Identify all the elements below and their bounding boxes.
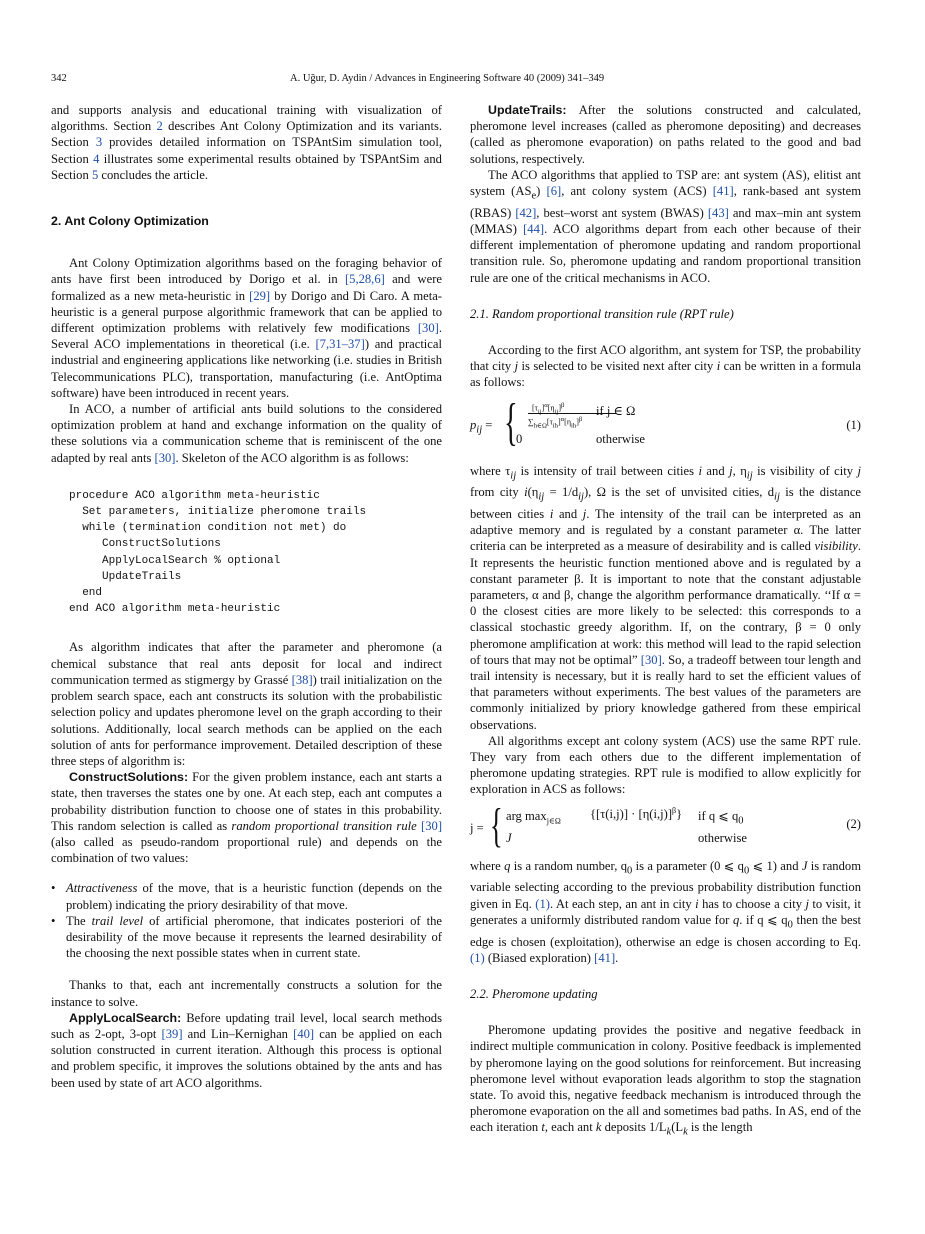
citation-link[interactable]: [30]: [154, 450, 176, 465]
intro-paragraph: and supports analysis and educational training with visualization of algorithms. Section 2 describes Ant Colony Optimization and its variants. Section 3 provides detailed information on TSPAntSim simulation tool, Section 4 illustrates some experimental results obtained by TSPAntSim and Section 5 concludes the article.: [51, 103, 443, 182]
left-brace: {: [490, 798, 503, 852]
section-link[interactable]: 2: [156, 119, 163, 134]
citation-link[interactable]: [6]: [546, 184, 562, 199]
left-column: [51, 102, 442, 1091]
left-brace: {: [504, 393, 518, 451]
paragraph: where q is a random number, $q_0$ is a parameter (0 ⩽ $q_0$ ⩽ 1) and J is random variable selecting according to the previous probability distribution function given in Eq. (1). At each step, an ant in city i has to choose a city j to visit, it generates a uniformly distributed random value for q. if q ⩽ $q_0$ then the best edge is chosen (exploitation), otherwise an edge is chosen according to Eq. (1) (Biased exploration) [41].: [470, 858, 861, 965]
code-line: procedure ACO algorithm meta-heuristic: [69, 489, 320, 502]
citation-link[interactable]: [39]: [161, 1026, 183, 1041]
equation-link[interactable]: (1): [535, 896, 550, 911]
aco-pseudocode: [69, 488, 442, 618]
citation-link[interactable]: [41]: [712, 184, 734, 199]
section-link[interactable]: 3: [95, 135, 103, 150]
code-line: end ACO algorithm meta-heuristic: [69, 603, 281, 616]
citation-link[interactable]: [7,31–37]: [315, 337, 365, 352]
subsection-2-2-heading: 2.2. Pheromone updating: [470, 986, 598, 1001]
citation-link[interactable]: [30]: [417, 321, 439, 336]
citation-link[interactable]: [43]: [707, 205, 729, 220]
page-number: 342: [51, 73, 67, 84]
paragraph: Ant Colony Optimization algorithms based on the foraging behavior of ants have first been introduced by Dorigo et al. in [5,28,6] and were formalized as a new meta-heuristic in [29] by Dorigo and Di Caro. A meta-heuristic is a general purpose algorithmic framework that can be applied to different optimization problems with relatively few modifications [30]. Several ACO implementations in theoretical (i.e. [7,31–37]) and practical industrial and engineering applications like networking (i.e. studies in British Telecommunications PLC), transportation, manufacturing (i.e. AntOptima software) have been introduced in recent years.: [51, 256, 442, 400]
citation-link[interactable]: [41]: [594, 950, 616, 965]
citation-link[interactable]: [42]: [515, 205, 537, 220]
equation-link[interactable]: (1): [470, 950, 485, 965]
paragraph: UpdateTrails: After the solutions constructed and calculated, pheromone level increases (called as pheromone depositing) and decreases (called as pheromone evaporation) on paths related to the good and bad solutions, respectively.: [470, 103, 861, 166]
code-line: while (termination condition not met) do: [69, 522, 347, 535]
code-line: end: [69, 587, 103, 600]
code-line: ConstructSolutions: [69, 538, 221, 551]
equation-number: (1): [846, 417, 861, 432]
paragraph: As algorithm indicates that after the parameter and pheromone (a chemical substance that real ants deposit for local and indirect communication termed as stigmergy by Grassé [38]) trail initialization on the problem search space, each ant constructs its solution with the probabilistic selection policy and updates pheromone level on the graph according to their solutions. Additionally, local search methods can be applied on the each solution of ants for performance improvement. Detailed description of these three steps of algorithm is:: [51, 640, 442, 768]
citation-link[interactable]: [40]: [293, 1026, 315, 1041]
paragraph: where $\tau_{ij}$ is intensity of trail between cities i and j, $\eta_{ij}$ is visibility of city j from city $i(\eta_{ij} = 1/d_{ij})$, Ω is the set of unvisited cities, $d_{ij}$ is the distance between cities i and j. The intensity of the trail can be interpreted as an adaptive memory and is regulated by a constant parameter α. The latter criteria can be interpreted as a measure of desirability and is called visibility. It represents the heuristic function mentioned above and is regulated by a constant parameter β. It is important to note that the constant adjustable parameters, α and β, change the algorithm performance dramatically. ‘‘If α = 0 the closest cities are more likely to be selected: this corresponds to a classical stochastic greedy algorithm. If, on the contrary, β = 0 only pheromone amplification at work: this method will lead to the rapid selection of tours that may not be optimal” [30]. So, a tradeoff between tour length and trail intensity is necessary, but it is really hard to set the efficient values of that parameters without experiments. The best values of the parameters are commonly initialized by priory knowledge gathered from these empirical observations.: [470, 463, 861, 732]
section-2-heading: 2. Ant Colony Optimization: [51, 214, 209, 229]
section-link[interactable]: 5: [91, 167, 99, 182]
paragraph: The ACO algorithms that applied to TSP are: ant system (AS), elitist ant system $(AS_e)$ [6], ant colony system (ACS) [41], rank-based ant system (RBAS) [42], best–worst ant system (BWAS) [43] and max–min ant system (MMAS) [44]. ACO algorithms depart from each other because of their different implementation of pheromone updating and random proportional transition rule. So, pheromone updating and random proportional transition rule are one of the critical mechanisms in ACO.: [470, 167, 862, 285]
paragraph: Thanks to that, each ant incrementally constructs a solution for the instance to solve.: [51, 978, 442, 1009]
list-item: • The trail level of artificial pheromone, that indicates posteriori of the desirability of the move because it represents the learned desirability of the choosing the next possible states when in current state.: [51, 913, 442, 962]
construct-solutions-label: ConstructSolutions:: [69, 770, 189, 785]
update-trails-label: UpdateTrails:: [488, 103, 567, 117]
equation-1: $p_{ij}$ = { $[\tau_{ij}]^\alpha[\eta_{ij}]^\beta$ $\sum_{h\in\Omega}[\tau_{ih}]^\alpha[\eta_{ih}]^\beta$ if j ∈ Ω 0 otherwise (1): [470, 393, 861, 451]
citation-link[interactable]: [44]: [523, 221, 545, 236]
paragraph: All algorithms except ant colony system (ACS) use the same RPT rule. They vary from each others due to the different implementation of pheromone updating strategies. RPT rule is modified to allow explicitly for exploration in ACS as follows:: [470, 733, 861, 797]
paragraph: ConstructSolutions: For the given problem instance, each ant starts a state, then traverses the states one by one. At each step, each ant computes a probability distribution function to choose one of states in this probability. This random selection is called as random proportional transition rule [30] (also called as pseudo-random proportional rule) and depends on the combination of two values:: [51, 770, 443, 866]
citation-link[interactable]: [38]: [291, 672, 313, 687]
paragraph: Pheromone updating provides the positive and negative feedback in indirect multiple communication in colony. Positive feedback is implemented by pheromone laying on the good solutions for reinforcement. But increasing pheromone level without evaporation leads algorithm to stop the stagnation state. To avoid this, negative feedback mechanism is introduced through the pheromone evaporation on the all and sometimes bad paths. In AS, end of the each iteration t, each ant k deposits $1/L_k(L_k$ is the length: [470, 1023, 861, 1138]
right-column: [470, 102, 861, 1141]
section-link[interactable]: 4: [93, 151, 100, 166]
paragraph: In ACO, a number of artificial ants build solutions to the considered optimization problem at hand and exchange information on the quality of these solutions via a communication scheme that is reminiscent of the one adapted by real ants [30]. Skeleton of the ACO algorithm is as follows:: [51, 402, 442, 465]
running-title: A. Uğur, D. Aydin / Advances in Engineering Software 40 (2009) 341–349: [290, 73, 605, 84]
apply-local-search-label: ApplyLocalSearch:: [69, 1010, 182, 1025]
bullet-list: [51, 880, 442, 961]
code-line: UpdateTrails: [69, 570, 182, 583]
citation-link[interactable]: [30]: [640, 652, 662, 667]
citation-link[interactable]: [5,28,6]: [344, 272, 385, 287]
code-line: Set parameters, initialize pheromone trails: [69, 506, 367, 519]
subsection-2-1-heading: 2.1. Random proportional transition rule (RPT rule): [470, 306, 734, 321]
citation-link[interactable]: [29]: [249, 288, 271, 303]
list-item: • Attractiveness of the move, that is a heuristic function (depends on the problem) indicating the priory desirability of that move.: [51, 880, 442, 912]
citation-link[interactable]: [30]: [416, 818, 443, 833]
paragraph: According to the first ACO algorithm, ant system for TSP, the probability that city j is selected to be visited next after city i can be written in a formula as follows:: [470, 342, 862, 390]
equation-2: j = { arg $\max_{j\in\Omega}$ $\{[\tau(i,j)] \cdot [\eta(i,j)]^\beta\}$ if q ⩽ $q_0$ J otherwise (2): [470, 798, 861, 852]
equation-number: (2): [846, 816, 861, 831]
code-line: ApplyLocalSearch % optional: [69, 554, 281, 567]
paragraph: ApplyLocalSearch: Before updating trail level, local search methods such as 2-opt, 3-opt [39] and Lin–Kernighan [40] can be applied on each solution constructed in current iteration. Although this process is optional and problem specific, it improves the solutions obtained by the ants and has been used by state of art ACO algorithms.: [51, 1010, 442, 1090]
